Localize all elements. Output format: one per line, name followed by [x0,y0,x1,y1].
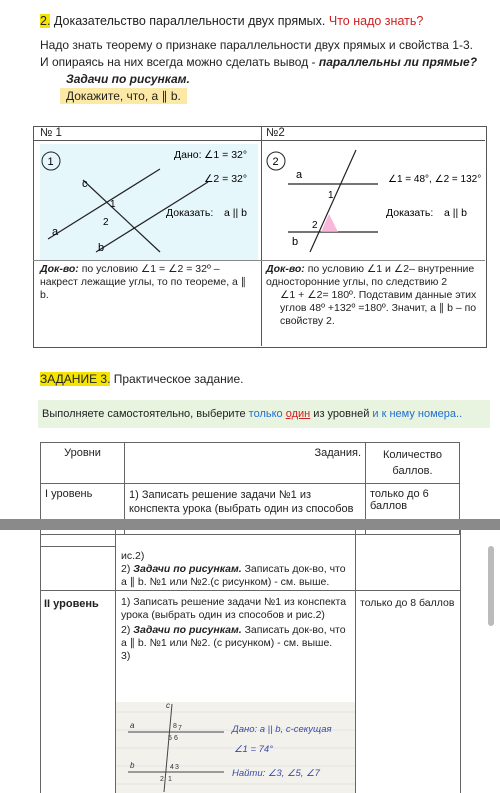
fig1-label-a: a [52,226,59,238]
section2-p2-em: параллельны ли прямые? [318,55,478,69]
col-points: Количество баллов. [366,443,460,484]
section2-p2 [0,53,500,70]
section2-p1: Надо знать теорему о признаке параллельности двух прямых и свойства 1-3. [40,38,473,52]
fig2-label-a: a [296,169,303,181]
section2-number: 2. [40,14,51,28]
scrollbar-thumb[interactable] [488,546,494,626]
proof2-label: Док-во: [266,263,305,275]
row2-t1: 1) Записать решение задачи №1 из конспекта урока (выбрать один из способов и рис.2) [121,596,347,621]
col-tasks: Задания. [125,443,366,484]
fig2-label-b: b [292,236,299,248]
instr-a: Выполняете самостоятельно, выберите [42,408,249,420]
row2-t2-pre: 2) [121,624,134,636]
hw-n4: 4 [170,764,174,771]
hw-label-c: c [166,702,170,710]
figure-1 [40,144,258,260]
hw-given: Дано: a || b, c-секущая [232,724,332,735]
fig2-prove-label: Доказать: [386,207,434,219]
fig1-prove-label: Доказать: [166,207,214,219]
instr-e: и к нему номера.. [372,408,463,420]
fig1-given2: ∠2 = 32° [204,173,248,185]
instr-c: один [285,408,311,420]
instr-b: только [248,408,286,420]
section2-what-to-know: Что надо знать? [328,14,424,28]
hw-label-b: b [130,761,135,770]
section3-instructions [38,400,490,428]
row2-t2-post: Записать док-во, что a ∥ b. №1 или №2. (с рисунком) - см. выше. [121,624,346,649]
fig2-secant [310,150,356,252]
col1-header: № 1 [40,127,62,139]
hw-n8: 8 [173,723,177,730]
levels-table-cont [40,530,460,793]
row2-task [121,596,349,663]
page-break [0,519,500,530]
row2-t3: 3) [121,650,131,662]
row2-level: II уровень [44,598,99,610]
section3-title [0,372,500,386]
section3-title-hl: ЗАДАНИЕ 3. [40,372,111,386]
figure-2 [266,144,482,260]
row1-task: 1) Записать решение задачи №1 из конспекта урока (выбрать один из способов [125,484,366,535]
fig1-label-1: 1 [110,199,116,210]
section2-header [0,14,500,105]
hw-n3: 3 [175,764,179,771]
fig2-label-2: 2 [312,220,318,231]
hw-find: Найти: ∠3, ∠5, ∠7 [232,768,320,779]
row1-level: I уровень [41,484,125,535]
section3 [0,372,500,428]
hw-n2: 2 [160,776,164,783]
prove-line: Докажите, что, a ∥ b. [60,88,187,104]
section2-p2-pre: И опираясь на них всегда можно сделать вывод - [40,55,319,69]
row1-t2-em: Задачи по рисункам. [133,563,242,575]
handwritten-photo [116,702,355,793]
row1-points: только до 6 баллов [366,484,460,535]
hw-angle: ∠1 = 74° [234,744,273,755]
hw-n7: 7 [178,725,182,732]
instr-d: из уровней [310,408,373,420]
fig1-label-c: c [82,178,88,190]
row1-t2-post: Записать док-во, что a ∥ b. №1 или №2.(с рисунком) - см. выше. [121,563,346,588]
fig1-label-b: b [98,242,105,254]
proof2-text: по условию ∠1 и ∠2– внутренние односторонние углы, по следствию 2 [266,263,475,288]
col2-header: №2 [266,127,285,139]
col-levels: Уровни [41,443,125,484]
proof2-line2: ∠1 + ∠2= 180º. Подставим данные этих углов 48º +132º =180º. Значит, a ∥ b – по свойству 2. [280,289,477,327]
hw-n1: 1 [168,776,172,783]
proof-1 [40,263,256,302]
levels-header-row [41,443,460,484]
fig1-label-2: 2 [103,217,109,228]
fig2-given: ∠1 = 48°, ∠2 = 132° [388,174,482,185]
hw-label-a: a [130,721,135,730]
hw-n6: 6 [174,735,178,742]
row2-points: только до 8 баллов [360,597,455,609]
section3-title-rest: Практическое задание. [110,372,244,386]
fig2-num: 2 [272,156,279,168]
fig1-num: 1 [47,156,54,168]
proof1-label: Док-во: [40,263,79,275]
hw-n5: 5 [168,735,172,742]
fig2-label-1: 1 [328,190,334,201]
tasks-heading: Задачи по рисункам. [66,72,190,86]
proof1-text: по условию ∠1 = ∠2 = 32º – накрест лежащие углы, то по теореме, a ∥ b. [40,263,247,301]
fig1-prove-value: a || b [224,207,247,219]
fig1-given1: ∠1 = 32° [204,149,248,161]
row2-t2-em: Задачи по рисункам. [133,624,242,636]
section2-title: Доказательство параллельности двух прямых. [53,14,326,28]
row1-cont: ис.2) [121,550,145,562]
row1-t2-pre: 2) [121,563,134,575]
row1-continued [121,550,349,589]
fig2-prove-value: a || b [444,207,467,219]
proof-2 [266,263,480,328]
fig1-dano: Дано: [174,149,202,161]
